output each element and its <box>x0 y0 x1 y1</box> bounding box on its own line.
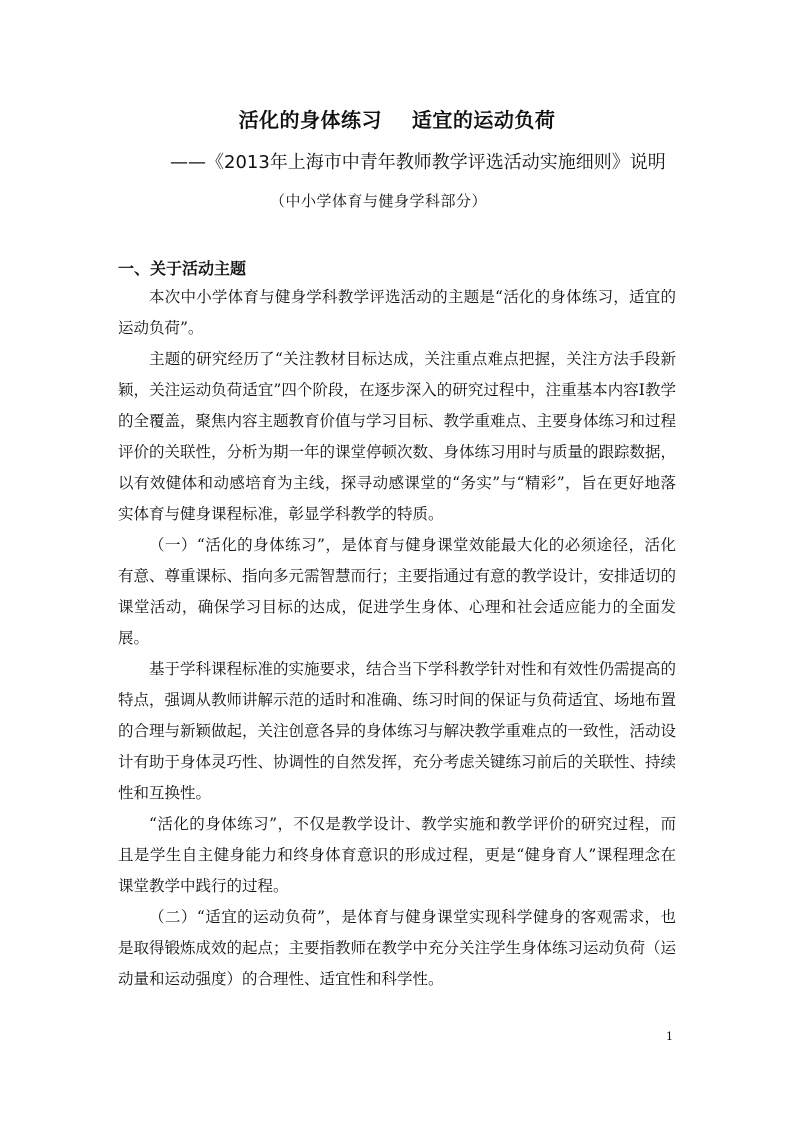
paragraph: （二）“适宜的运动负荷”，是体育与健身课堂实现科学健身的客观需求，也是取得锻炼成效的起点；主要指教师在教学中充分关注学生身体练习运动负荷（运动量和运动强度）的合理性、适宜性和科学性。 <box>118 908 677 988</box>
document-title: 活化的身体练习 适宜的运动负荷 <box>238 108 556 132</box>
section-heading: 一、关于活动主题 <box>118 259 247 278</box>
paragraph: “活化的身体练习”，不仅是教学设计、教学实施和教学评价的研究过程，而且是学生自主健身能力和终身体育意识的形成过程，更是“健身育人”课程理念在课堂教学中践行的过程。 <box>118 815 676 895</box>
section-body <box>118 282 676 995</box>
paragraph: 基于学科课程标准的实施要求，结合当下学科教学针对性和有效性仍需提高的特点，强调从教师讲解示范的适时和准确、练习时间的保证与负荷适宜、场地布置的合理与新颖做起，关注创意各异的身体练习与解决教学重难点的一致性，活动设计有助于身体灵巧性、协调性的自然发挥，充分考虑关键练习前后的关联性、持续性和互换性。 <box>118 660 677 802</box>
document-subtitle: ——《2013年上海市中青年教师教学评选活动实施细则》说明 <box>170 152 666 173</box>
document-scope-note: （中小学体育与健身学科部分） <box>270 192 488 210</box>
paragraph: 本次中小学体育与健身学科教学评选活动的主题是“活化的身体练习，适宜的运动负荷”。 <box>118 288 676 337</box>
paragraph: 主题的研究经历了“关注教材目标达成，关注重点难点把握，关注方法手段新颖，关注运动负荷适宜”四个阶段，在逐步深入的研究过程中，注重基本内容Ⅰ教学的全覆盖，聚焦内容主题教育价值与学习目标、教学重难点、主要身体练习和过程评价的关联性，分析为期一年的课堂停顿次数、身体练习用时与质量的跟踪数据，以有效健体和动感培育为主线，探寻动感课堂的“务实”与“精彩”，旨在更好地落实体育与健身课程标准，彰显学科教学的特质。 <box>118 350 677 523</box>
page-number: 1 <box>666 1030 673 1043</box>
paragraph: （一）“活化的身体练习”，是体育与健身课堂效能最大化的必须途径，活化有意、尊重课标、指向多元需智慧而行；主要指通过有意的教学设计，安排适切的课堂活动，确保学习目标的达成，促进学生身体、心理和社会适应能力的全面发展。 <box>118 536 677 647</box>
